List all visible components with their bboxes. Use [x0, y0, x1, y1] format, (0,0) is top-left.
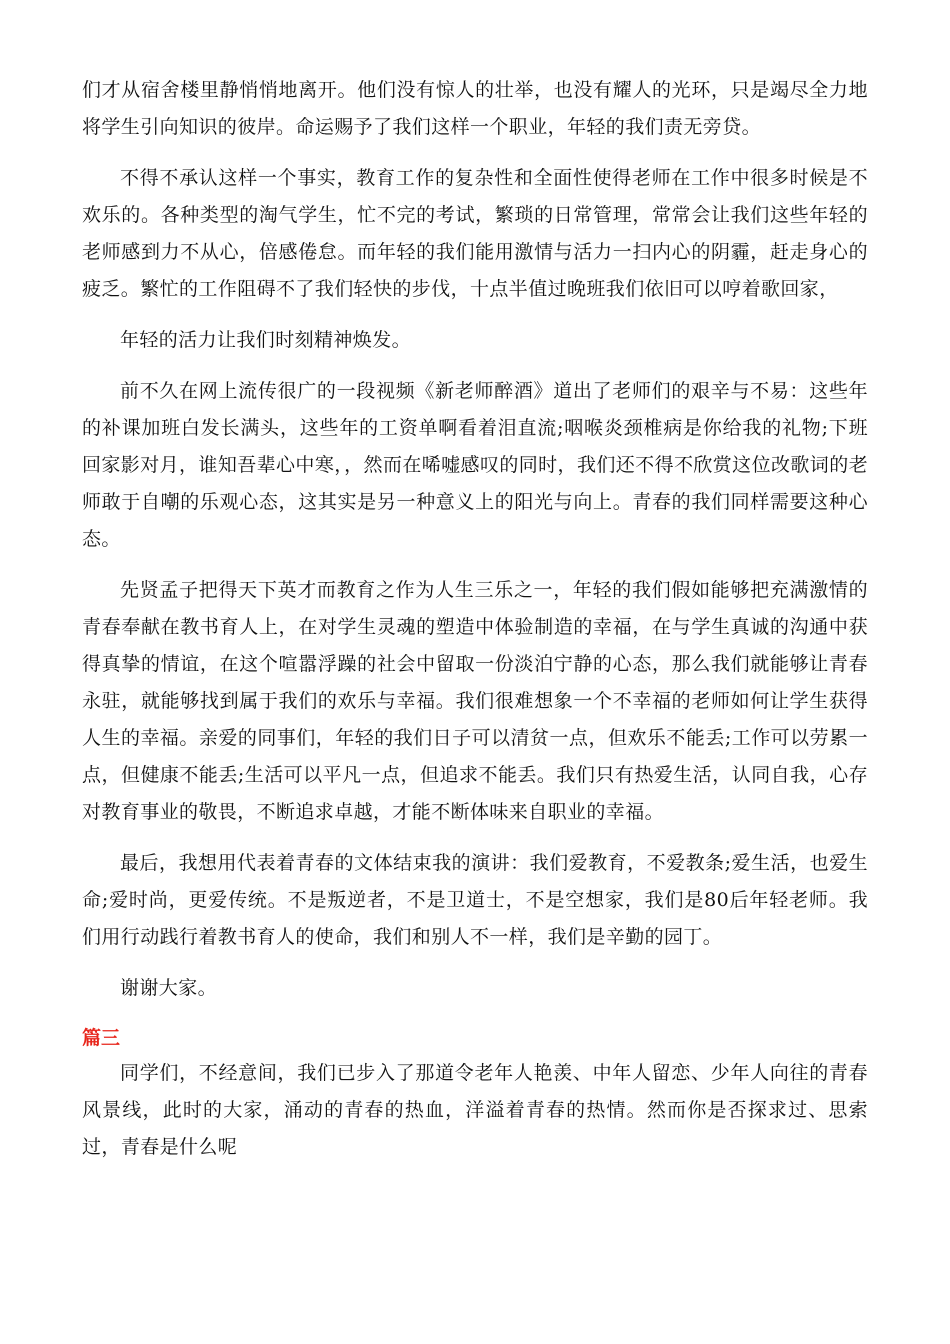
paragraph-6: 最后，我想用代表着青春的文体结束我的演讲：我们爱教育，不爱教条;爱生活，也爱生命;爱时尚，更爱传统。不是叛逆者，不是卫道士，不是空想家，我们是80后年轻老师。我们用行动践行着教书育人的使命，我们和别人不一样，我们是辛勤的园丁。 — [82, 852, 868, 948]
paragraph-4: 前不久在网上流传很广的一段视频《新老师醉酒》道出了老师们的艰辛与不易：这些年的补课加班白发长满头，这些年的工资单啊看着泪直流;咽喉炎颈椎病是你给我的礼物;下班回家影对月，谁知吾辈心中寒，，然而在唏嘘感叹的同时，我们还不得不欣赏这位改歌词的老师敢于自嘲的乐观心态，这其实是另一种意义上的阳光与向上。青春的我们同样需要这种心态。 — [82, 380, 868, 550]
paragraph-2: 不得不承认这样一个事实，教育工作的复杂性和全面性使得老师在工作中很多时候是不欢乐的。各种类型的淘气学生，忙不完的考试，繁琐的日常管理，常常会让我们这些年轻的老师感到力不从心，倍感倦怠。而年轻的我们能用激情与活力一扫内心的阴霾，赶走身心的疲乏。繁忙的工作阻碍不了我们轻快的步伐，十点半值过晚班我们依旧可以哼着歌回家， — [82, 167, 868, 300]
paragraph-5: 先贤孟子把得天下英才而教育之作为人生三乐之一，年轻的我们假如能够把充满激情的青春奉献在教书育人上，在对学生灵魂的塑造中体验制造的幸福，在与学生真诚的沟通中获得真挚的情谊，在这个喧嚣浮躁的社会中留取一份淡泊宁静的心态，那么我们就能够让青春永驻，就能够找到属于我们的欢乐与幸福。我们很难想象一个不幸福的老师如何让学生获得人生的幸福。亲爱的同事们，年轻的我们日子可以清贫一点，但欢乐不能丢;工作可以劳累一点，但健康不能丢;生活可以平凡一点，但追求不能丢。我们只有热爱生活，认同自我，心存对教育事业的敬畏，不断追求卓越，才能不断体味来自职业的幸福。 — [82, 579, 868, 823]
paragraph-7: 谢谢大家。 — [120, 977, 218, 999]
document-page — [82, 72, 868, 1166]
paragraph-8: 同学们，不经意间，我们已步入了那道令老年人艳羡、中年人留恋、少年人向往的青春风景线，此时的大家，涌动的青春的热血，洋溢着青春的热情。然而你是否探求过、思索过，青春是什么呢 — [82, 1062, 868, 1158]
section-heading: 篇三 — [82, 1027, 121, 1049]
paragraph-3: 年轻的活力让我们时刻精神焕发。 — [120, 329, 412, 351]
paragraph-1: 们才从宿舍楼里静悄悄地离开。他们没有惊人的壮举，也没有耀人的光环，只是竭尽全力地将学生引向知识的彼岸。命运赐予了我们这样一个职业，年轻的我们责无旁贷。 — [82, 79, 868, 138]
